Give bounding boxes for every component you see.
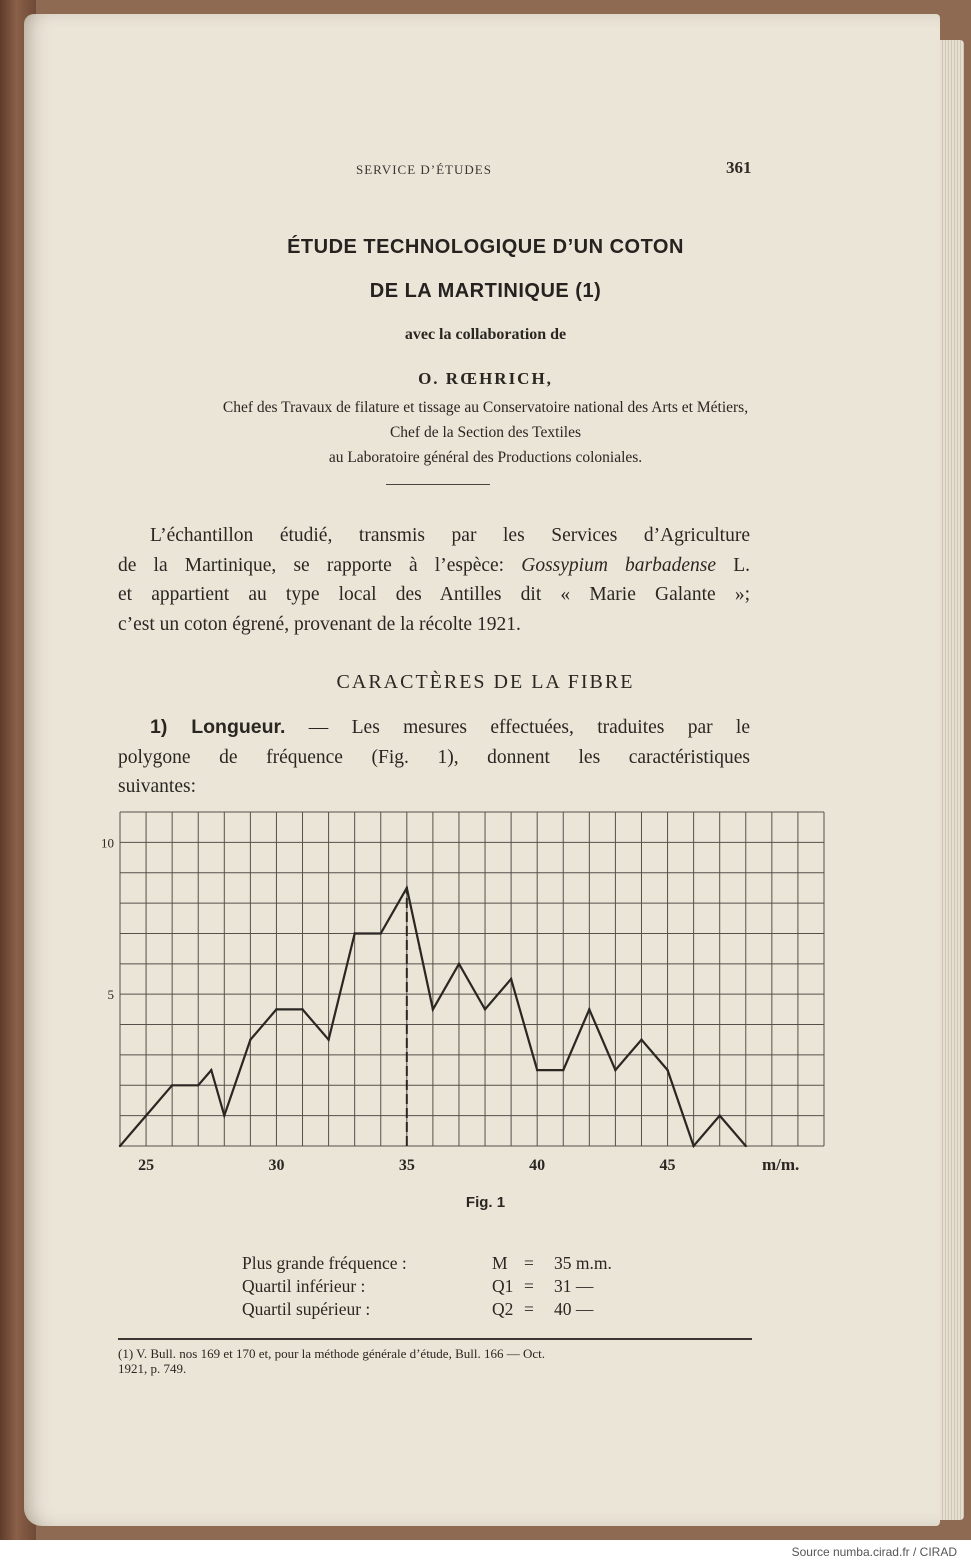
article-title-line-2: DE LA MARTINIQUE (1)	[369, 280, 602, 302]
data-point	[458, 963, 460, 965]
data-point	[432, 1008, 434, 1010]
data-point	[588, 1008, 590, 1010]
footnote-line-1: (1) V. Bull. nos 169 et 170 et, pour la méthode générale d’étude, Bull. 166 — Oct.	[118, 1346, 545, 1361]
data-point	[275, 1008, 277, 1010]
collaboration-line: avec la collaboration de	[404, 326, 567, 343]
footnote-line-2: 1921, p. 749.	[118, 1361, 187, 1376]
footnote-rule	[118, 1338, 752, 1340]
section-heading: CARACTÈRES DE LA FIBRE	[336, 671, 635, 693]
data-point	[745, 1145, 747, 1147]
longueur-line-1: 1) Longueur. — Les mesures effectuées, traduites par le	[150, 716, 751, 738]
author-name: O. RŒHRICH,	[418, 369, 553, 388]
x-axis-label: m/m.	[762, 1155, 800, 1174]
data-point	[249, 1039, 251, 1041]
article-title-line-1: ÉTUDE TECHNOLOGIQUE D’UN COTON	[287, 236, 684, 258]
y-tick-label: 5	[107, 987, 114, 1003]
data-point	[484, 1008, 486, 1010]
data-point	[197, 1084, 199, 1086]
data-point	[301, 1008, 303, 1010]
data-point	[666, 1069, 668, 1071]
page-number: 361	[726, 158, 752, 177]
data-point	[119, 1145, 121, 1147]
running-head: SERVICE D’ÉTUDES	[356, 162, 492, 177]
x-tick-label: 25	[138, 1157, 155, 1174]
stat-row-mode: Plus grande fréquence : M = 35 m.m.	[242, 1253, 612, 1273]
x-tick-label: 45	[659, 1157, 676, 1174]
data-point	[210, 1069, 212, 1071]
data-point	[510, 978, 512, 980]
data-point	[353, 932, 355, 934]
intro-line-4: c’est un coton égrené, provenant de la récolte 1921.	[118, 613, 521, 635]
data-point	[614, 1069, 616, 1071]
data-point	[406, 887, 408, 889]
affiliation-line-3: au Laboratoire général des Productions coloniales.	[328, 449, 643, 466]
source-credit: Source numba.cirad.fr / CIRAD	[791, 1545, 957, 1559]
frequency-polygon-chart	[60, 780, 830, 1180]
longueur-lead: 1) Longueur.	[150, 716, 286, 738]
data-point	[719, 1114, 721, 1116]
intro-line-1: L’échantillon étudié, transmis par les Services d’Agriculture	[150, 525, 750, 546]
stat-row-q1: Quartil inférieur : Q1 = 31 —	[242, 1276, 594, 1296]
intro-paragraph	[118, 521, 750, 639]
data-point	[419, 947, 421, 949]
data-point	[380, 932, 382, 934]
data-point	[692, 1145, 694, 1147]
data-point	[640, 1039, 642, 1041]
affiliation-line-2: Chef de la Section des Textiles	[389, 424, 582, 441]
data-point	[171, 1084, 173, 1086]
data-point	[562, 1069, 564, 1071]
intro-line-3: et appartient au type local des Antilles dit « Marie Galante »;	[118, 584, 750, 605]
x-tick-label: 35	[398, 1157, 415, 1174]
data-point	[327, 1039, 329, 1041]
x-tick-label: 30	[268, 1157, 285, 1174]
separator-rule	[386, 484, 490, 485]
species-name: Gossypium barbadense	[521, 554, 717, 576]
longueur-line-3: suivantes:	[118, 776, 196, 797]
affiliation-line-1: Chef des Travaux de filature et tissage au Conservatoire national des Arts et Métiers,	[222, 399, 749, 416]
figure-caption: Fig. 1	[465, 1194, 506, 1211]
data-point	[145, 1114, 147, 1116]
data-point	[223, 1114, 225, 1116]
intro-line-2: de la Martinique, se rapporte à l’espèce: Gossypium barbadense L.	[118, 554, 750, 576]
stat-row-q2: Quartil supérieur : Q2 = 40 —	[242, 1299, 594, 1319]
stats-block	[242, 1252, 612, 1321]
x-tick-label: 40	[529, 1157, 546, 1174]
longueur-line-2: polygone de fréquence (Fig. 1), donnent les caractéristiques	[118, 746, 750, 768]
footnote	[118, 1346, 752, 1376]
data-point	[536, 1069, 538, 1071]
y-tick-label: 10	[101, 835, 114, 851]
